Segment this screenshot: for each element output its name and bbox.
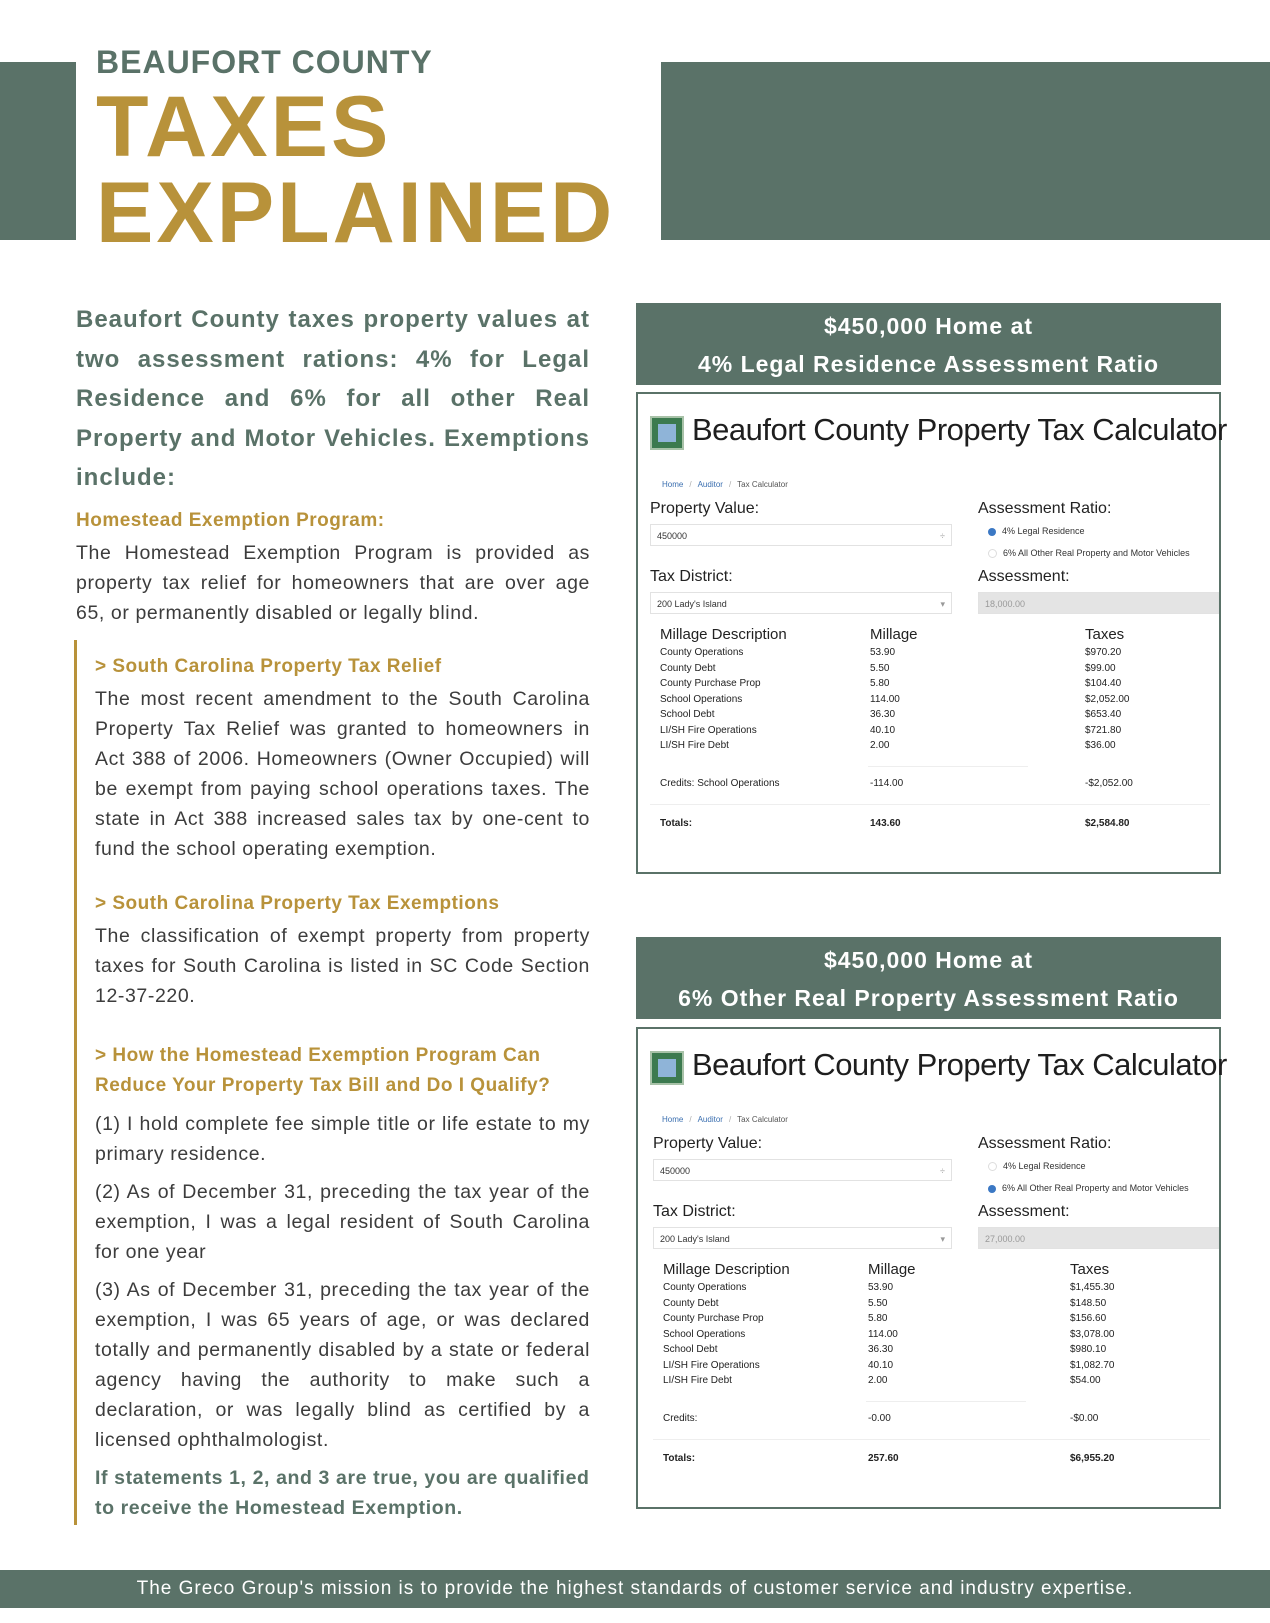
tax-district-label: Tax District: — [653, 1203, 736, 1220]
radio-6-percent[interactable] — [988, 1183, 1189, 1193]
header-kicker: BEAUFORT COUNTY — [96, 44, 433, 80]
millage-row: 53.90 — [870, 647, 896, 658]
assessment-ratio-label: Assessment Ratio: — [978, 500, 1112, 517]
desc-row: LI/SH Fire Debt — [660, 740, 729, 751]
county-seal-icon — [650, 416, 684, 450]
desc-list — [663, 1280, 764, 1389]
crumb-sep: / — [689, 1115, 692, 1124]
tax-row: $156.60 — [1070, 1313, 1107, 1324]
header-band-left — [0, 62, 76, 240]
calc2-header-line2: 6% Other Real Property Assessment Ratio — [678, 985, 1179, 1011]
crumb-sep: / — [728, 480, 732, 489]
tax-row: $104.40 — [1085, 678, 1122, 689]
qualify-item-1: (1) I hold complete fee simple title or life estate to my primary residence. — [95, 1113, 590, 1165]
radio-6-label: 6% All Other Real Property and Motor Vehicles — [1002, 1183, 1189, 1193]
title-line-2: EXPLAINED — [96, 165, 616, 261]
tax-row: $54.00 — [1070, 1375, 1101, 1386]
exemptions-section — [95, 893, 590, 1011]
radio-selected-icon — [988, 528, 996, 536]
millage-row: 5.50 — [870, 662, 890, 674]
millage-row: 5.50 — [868, 1297, 888, 1309]
radio-6-label: 6% All Other Real Property and Motor Vehicles — [1003, 548, 1190, 558]
divider — [868, 766, 1028, 767]
calc2-title: Beaufort County Property Tax Calculator — [692, 1047, 1227, 1082]
county-seal-icon — [650, 1051, 684, 1085]
tax-row: $721.80 — [1085, 724, 1122, 736]
assessment-field: 27,000.00 — [978, 1227, 1219, 1249]
millage-row: 2.00 — [868, 1375, 888, 1386]
col-taxes: Taxes — [1070, 1261, 1110, 1278]
divider — [650, 804, 1210, 805]
desc-row: School Operations — [660, 693, 743, 705]
page-title — [96, 79, 616, 261]
tax-row: $148.50 — [1070, 1297, 1107, 1309]
crumb-home[interactable]: Home — [662, 480, 684, 489]
desc-row: School Operations — [663, 1328, 746, 1340]
credits-taxes: -$0.00 — [1070, 1413, 1099, 1424]
assessment-ratio-label: Assessment Ratio: — [978, 1135, 1112, 1152]
assessment-label: Assessment: — [978, 1203, 1070, 1220]
millage-row: 53.90 — [868, 1282, 894, 1293]
tax-district-label: Tax District: — [650, 568, 733, 585]
totals-label: Totals: — [663, 1453, 696, 1464]
millage-row: 36.30 — [868, 1344, 894, 1355]
credits-taxes: -$2,052.00 — [1085, 778, 1133, 789]
millage-row: 2.00 — [870, 740, 890, 751]
qualify-section — [95, 1041, 590, 1523]
credits-label: Credits: — [663, 1413, 698, 1424]
tax-row: $980.10 — [1070, 1344, 1107, 1355]
crumb-sep: / — [728, 1115, 732, 1124]
totals-millage: 257.60 — [868, 1453, 899, 1464]
taxes-list — [1070, 1280, 1115, 1389]
millage-row: 40.10 — [868, 1359, 894, 1371]
divider — [653, 1439, 1210, 1440]
desc-row: County Operations — [660, 647, 744, 658]
spinner-icon[interactable]: ÷ — [940, 1166, 945, 1176]
property-value-input[interactable] — [653, 1159, 952, 1181]
exemptions-text: The classification of exempt property from property taxes for South Carolina is listed in SC Code Section 12-37-220. — [95, 925, 590, 1007]
qualify-title: > How the Homestead Exemption Program Can Reduce Your Property Tax Bill and Do I Qualify? — [95, 1045, 551, 1096]
crumb-auditor[interactable]: Auditor — [697, 480, 723, 489]
homestead-title: Homestead Exemption Program: — [76, 510, 385, 531]
radio-4-label: 4% Legal Residence — [1003, 1161, 1086, 1171]
calc1-screenshot — [636, 392, 1227, 874]
radio-selected-icon — [988, 1185, 996, 1193]
property-value-label: Property Value: — [653, 1135, 763, 1152]
desc-row: School Debt — [663, 1344, 718, 1355]
radio-4-label: 4% Legal Residence — [1002, 526, 1085, 536]
calc1-header — [636, 303, 1221, 385]
calc1-title: Beaufort County Property Tax Calculator — [692, 412, 1227, 447]
tax-district-text: 200 Lady's Island — [657, 599, 727, 609]
col-millage-description: Millage Description — [660, 626, 787, 643]
crumb-auditor[interactable]: Auditor — [697, 1115, 723, 1124]
intro-paragraph: Beaufort County taxes property values at two assessment rations: 4% for Legal Residence and 6% for all other Real Property and Motor Vehicles. Exemptions include: — [76, 306, 590, 491]
crumb-sep: / — [689, 480, 692, 489]
relief-text: The most recent amendment to the South Carolina Property Tax Relief was granted to homeowners in Act 388 of 2006. Homeowners (Owner Occupied) will be exempt from paying school operations taxes. The state in Act 388 increased sales tax by one-cent to fund the school operating exemption. — [95, 688, 590, 860]
col-taxes: Taxes — [1085, 626, 1125, 643]
col-millage: Millage — [868, 1261, 916, 1278]
radio-unselected-icon — [988, 549, 997, 558]
title-line-1: TAXES — [96, 79, 392, 175]
qualify-item-3: (3) As of December 31, preceding the tax year of the exemption, I was 65 years of age, or was declared totally and permanently disabled by a state or federal agency having the authority to make such a declaration, or was legally blind as certified by a licensed ophthalmologist. — [95, 1279, 590, 1451]
calc2-header — [636, 937, 1221, 1019]
tax-row: $970.20 — [1085, 647, 1122, 658]
millage-row: 114.00 — [868, 1328, 898, 1340]
relief-title: > South Carolina Property Tax Relief — [95, 656, 442, 677]
millage-list — [868, 1280, 898, 1389]
totals-taxes: $6,955.20 — [1070, 1453, 1115, 1464]
calc2-screenshot — [636, 1027, 1227, 1509]
totals-millage: 143.60 — [870, 818, 901, 829]
property-value-label: Property Value: — [650, 500, 760, 517]
gold-rule — [74, 640, 77, 1525]
calc1-breadcrumb — [662, 480, 788, 489]
tax-district-select[interactable] — [653, 1227, 952, 1249]
spinner-icon[interactable]: ÷ — [940, 531, 945, 541]
credits-label: Credits: School Operations — [660, 778, 780, 789]
desc-row: County Debt — [663, 1297, 719, 1309]
desc-row: County Purchase Prop — [660, 678, 761, 689]
tax-row: $653.40 — [1085, 709, 1122, 720]
header-band-right — [661, 62, 1270, 240]
credits-millage: -0.00 — [868, 1413, 891, 1424]
totals-taxes: $2,584.80 — [1085, 818, 1130, 829]
tax-row: $99.00 — [1085, 662, 1116, 674]
assessment-field: 18,000.00 — [978, 592, 1219, 614]
property-value-text: 450000 — [660, 1166, 691, 1176]
millage-list — [870, 645, 900, 754]
desc-list — [660, 645, 761, 754]
col-millage: Millage — [870, 626, 918, 643]
credits-millage: -114.00 — [870, 778, 904, 789]
tax-row: $1,082.70 — [1070, 1359, 1115, 1371]
tax-row: $1,455.30 — [1070, 1282, 1115, 1293]
millage-row: 5.80 — [868, 1313, 888, 1324]
crumb-current: Tax Calculator — [737, 480, 788, 489]
desc-row: County Debt — [660, 662, 716, 674]
calc2-breadcrumb — [662, 1115, 788, 1124]
millage-row: 114.00 — [870, 693, 900, 705]
desc-row: School Debt — [660, 709, 715, 720]
divider — [866, 1401, 1026, 1402]
tax-district-select[interactable] — [650, 592, 952, 614]
crumb-current: Tax Calculator — [737, 1115, 788, 1124]
property-value-text: 450000 — [657, 531, 688, 541]
radio-6-percent[interactable] — [988, 548, 1190, 558]
calc1-header-line1: $450,000 Home at — [823, 313, 1034, 339]
taxes-list — [1085, 645, 1130, 754]
assessment-label: Assessment: — [978, 568, 1070, 585]
radio-unselected-icon — [988, 1162, 997, 1171]
crumb-home[interactable]: Home — [662, 1115, 684, 1124]
chevron-down-icon[interactable]: ▾ — [940, 1234, 945, 1244]
desc-row: County Operations — [663, 1282, 747, 1293]
desc-row: LI/SH Fire Operations — [660, 724, 757, 736]
homestead-section — [76, 510, 590, 628]
tax-row: $2,052.00 — [1085, 693, 1130, 705]
desc-row: LI/SH Fire Operations — [663, 1359, 760, 1371]
property-value-input[interactable] — [650, 524, 952, 546]
qualify-conclusion: If statements 1, 2, and 3 are true, you are qualified to receive the Homestead Exemption. — [95, 1467, 590, 1519]
qualify-item-2: (2) As of December 31, preceding the tax year of the exemption, I was a legal resident of South Carolina for one year — [95, 1181, 590, 1263]
radio-4-percent[interactable] — [988, 1161, 1086, 1171]
tax-row: $36.00 — [1085, 740, 1116, 751]
millage-row: 36.30 — [870, 709, 896, 720]
homestead-text: The Homestead Exemption Program is provided as property tax relief for homeowners that are over age 65, or permanently disabled or legally blind. — [76, 542, 590, 624]
radio-4-percent[interactable] — [988, 526, 1085, 536]
calc2-header-line1: $450,000 Home at — [823, 947, 1034, 973]
millage-row: 40.10 — [870, 724, 896, 736]
calc1-header-line2: 4% Legal Residence Assessment Ratio — [697, 351, 1160, 377]
relief-section — [95, 656, 590, 864]
footer-mission: The Greco Group's mission is to provide the highest standards of customer service and industry expertise. — [0, 1570, 1270, 1608]
tax-row: $3,078.00 — [1070, 1328, 1115, 1340]
exemptions-title: > South Carolina Property Tax Exemptions — [95, 893, 500, 914]
col-millage-description: Millage Description — [663, 1261, 790, 1278]
desc-row: County Purchase Prop — [663, 1313, 764, 1324]
tax-district-text: 200 Lady's Island — [660, 1234, 730, 1244]
totals-label: Totals: — [660, 818, 693, 829]
chevron-down-icon[interactable]: ▾ — [940, 599, 945, 609]
millage-row: 5.80 — [870, 678, 890, 689]
desc-row: LI/SH Fire Debt — [663, 1375, 732, 1386]
